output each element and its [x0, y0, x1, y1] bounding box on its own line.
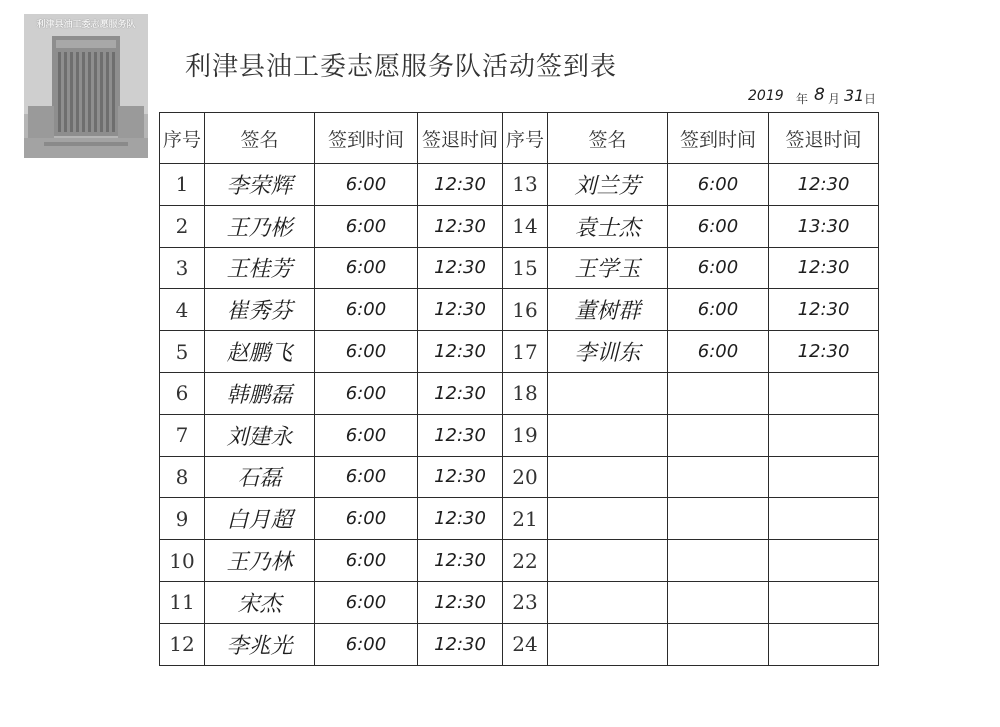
signature-cell-text: 李荣辉: [226, 173, 293, 199]
sign-in-time-cell: [668, 205, 769, 247]
sign-in-time-cell-text: 6:00: [345, 633, 387, 655]
sign-in-time-cell: [315, 581, 418, 623]
sign-out-time-cell: [418, 372, 503, 414]
sign-in-time-cell: [668, 247, 769, 289]
row-number: 18: [503, 372, 548, 414]
row-number: 12: [160, 623, 205, 665]
sign-in-time-cell: [315, 414, 418, 456]
signature-cell: [548, 372, 668, 414]
sign-out-time-cell: [418, 205, 503, 247]
table-row: [160, 414, 879, 456]
sign-out-time-cell: [418, 581, 503, 623]
signature-cell-text: 李兆光: [226, 633, 293, 659]
table-row: [160, 164, 879, 206]
sign-in-time-cell-text: 6:00: [697, 299, 739, 321]
sign-in-time-cell: [668, 456, 769, 498]
sign-in-time-cell-text: 6:00: [345, 173, 387, 195]
signature-cell: [205, 164, 315, 206]
row-number: 14: [503, 205, 548, 247]
signature-cell: [548, 581, 668, 623]
sign-in-table: [159, 112, 879, 666]
signature-cell: [548, 247, 668, 289]
sign-out-time-cell: [769, 498, 879, 540]
signature-cell-text: 王乃彬: [226, 215, 293, 241]
table-row: [160, 540, 879, 582]
date-month-unit: 月: [828, 92, 841, 106]
sign-out-time-cell: [418, 456, 503, 498]
sign-in-time-cell: [315, 205, 418, 247]
signature-cell: [548, 498, 668, 540]
photo-caption: 利津县油工委志愿服务队: [36, 20, 136, 30]
signature-cell-text: 袁士杰: [574, 215, 641, 241]
row-number: 4: [160, 289, 205, 331]
signature-cell: [548, 623, 668, 665]
row-number: 6: [160, 372, 205, 414]
sign-out-time-cell-text: 12:30: [434, 173, 486, 195]
sign-out-time-cell: [769, 581, 879, 623]
signature-cell-text: 赵鹏飞: [226, 341, 293, 367]
sign-in-time-cell-text: 6:00: [345, 424, 387, 446]
sign-in-time-cell-text: 6:00: [345, 550, 387, 572]
row-number: 20: [503, 456, 548, 498]
table-row: [160, 623, 879, 665]
table-row: [160, 331, 879, 373]
sign-in-time-cell-text: 6:00: [345, 299, 387, 321]
sign-in-time-cell: [315, 164, 418, 206]
signature-cell: [548, 331, 668, 373]
sign-out-time-cell: [769, 205, 879, 247]
signature-cell-text: 刘兰芳: [574, 173, 641, 199]
sign-out-time-cell: [769, 414, 879, 456]
table-row: [160, 498, 879, 540]
sign-in-time-cell: [315, 289, 418, 331]
signature-cell: [205, 331, 315, 373]
sign-out-time-cell-text: 12:30: [434, 633, 486, 655]
sign-in-time-cell: [315, 623, 418, 665]
date-day-unit: 日: [864, 92, 877, 106]
signature-cell: [548, 289, 668, 331]
signature-cell: [205, 414, 315, 456]
header-sign-in-time: 签到时间: [315, 113, 418, 164]
sign-out-time-cell-text: 12:30: [434, 257, 486, 279]
sign-out-time-cell: [418, 331, 503, 373]
sign-in-time-cell-text: 6:00: [345, 257, 387, 279]
sign-in-time-cell: [315, 498, 418, 540]
sign-out-time-cell-text: 12:30: [434, 215, 486, 237]
row-number: 19: [503, 414, 548, 456]
sign-out-time-cell-text: 12:30: [434, 341, 486, 363]
sign-out-time-cell: [418, 623, 503, 665]
sign-in-time-cell: [315, 247, 418, 289]
row-number: 1: [160, 164, 205, 206]
sign-out-time-cell-text: 12:30: [434, 550, 486, 572]
sign-out-time-cell-text: 12:30: [434, 382, 486, 404]
sign-out-time-cell-text: 12:30: [797, 299, 850, 321]
signature-cell-text: 董树群: [574, 299, 641, 325]
row-number: 10: [160, 540, 205, 582]
sign-out-time-cell-text: 12:30: [797, 257, 850, 279]
signature-cell: [548, 540, 668, 582]
signature-cell: [548, 164, 668, 206]
sign-in-time-cell-text: 6:00: [697, 257, 739, 279]
signature-cell: [548, 414, 668, 456]
sign-out-time-cell-text: 12:30: [434, 299, 486, 321]
table-row: [160, 581, 879, 623]
sign-in-time-cell: [315, 540, 418, 582]
sign-out-time-cell-text: 12:30: [434, 508, 486, 530]
signature-cell-text: 石磊: [237, 466, 282, 492]
page-title: 利津县油工委志愿服务队活动签到表: [185, 52, 618, 82]
sign-in-time-cell: [315, 331, 418, 373]
sign-in-time-cell-text: 6:00: [345, 215, 387, 237]
sign-out-time-cell-text: 12:30: [434, 424, 486, 446]
sign-out-time-cell: [769, 331, 879, 373]
sign-out-time-cell: [769, 164, 879, 206]
sign-out-time-cell: [418, 247, 503, 289]
signature-cell: [205, 205, 315, 247]
sign-in-time-cell-text: 6:00: [697, 173, 739, 195]
signature-cell: [205, 247, 315, 289]
row-number: 23: [503, 581, 548, 623]
building-icon: [24, 14, 148, 158]
row-number: 15: [503, 247, 548, 289]
sign-in-time-cell-text: 6:00: [345, 508, 387, 530]
signature-cell-text: 王乃林: [226, 550, 293, 576]
signature-cell-text: 刘建永: [226, 424, 293, 450]
sign-in-time-cell-text: 6:00: [345, 466, 387, 488]
row-number: 16: [503, 289, 548, 331]
sign-in-time-cell: [668, 289, 769, 331]
row-number: 8: [160, 456, 205, 498]
signature-cell-text: 李训东: [574, 341, 641, 367]
table-row: [160, 247, 879, 289]
signature-cell: [205, 581, 315, 623]
table-row: [160, 372, 879, 414]
signature-cell: [205, 456, 315, 498]
sign-in-time-cell-text: 6:00: [345, 341, 387, 363]
row-number: 11: [160, 581, 205, 623]
row-number: 3: [160, 247, 205, 289]
date-day: 31: [844, 86, 865, 105]
signature-cell-text: 白月超: [226, 508, 293, 534]
sign-in-time-cell: [668, 540, 769, 582]
header-sign-in-time: 签到时间: [668, 113, 769, 164]
signature-cell: [205, 498, 315, 540]
signature-cell: [205, 289, 315, 331]
sign-out-time-cell-text: 12:30: [434, 466, 486, 488]
date-month: 8: [814, 85, 825, 105]
sign-in-time-cell: [668, 164, 769, 206]
signature-cell-text: 王学玉: [574, 257, 641, 283]
signature-cell-text: 王桂芳: [226, 257, 293, 283]
table-row: [160, 205, 879, 247]
table-row: [160, 456, 879, 498]
header-seq: 序号: [503, 113, 548, 164]
header-seq: 序号: [160, 113, 205, 164]
row-number: 21: [503, 498, 548, 540]
row-number: 13: [503, 164, 548, 206]
signature-cell: [548, 205, 668, 247]
signature-cell-text: 宋杰: [237, 591, 282, 617]
signature-cell-text: 崔秀芬: [226, 299, 293, 325]
sign-out-time-cell: [418, 414, 503, 456]
sign-out-time-cell: [769, 289, 879, 331]
sign-out-time-cell: [418, 289, 503, 331]
sign-in-time-cell: [668, 372, 769, 414]
header-sign-out-time: 签退时间: [418, 113, 503, 164]
sign-out-time-cell: [769, 623, 879, 665]
sign-out-time-cell-text: 13:30: [797, 215, 850, 237]
sign-in-time-cell-text: 6:00: [345, 382, 387, 404]
sign-in-time-cell-text: 6:00: [697, 215, 739, 237]
sign-out-time-cell: [418, 164, 503, 206]
row-number: 5: [160, 331, 205, 373]
sign-out-time-cell: [418, 498, 503, 540]
sign-in-time-cell: [315, 372, 418, 414]
date-year: 2019: [748, 88, 784, 104]
row-number: 22: [503, 540, 548, 582]
signature-cell-text: 韩鹏磊: [226, 382, 293, 408]
header-sign-out-time: 签退时间: [769, 113, 879, 164]
sign-in-time-cell: [668, 331, 769, 373]
sign-date: [748, 85, 888, 112]
sign-out-time-cell-text: 12:30: [797, 173, 850, 195]
table-row: [160, 289, 879, 331]
sign-in-time-cell: [668, 623, 769, 665]
sign-out-time-cell-text: 12:30: [797, 341, 850, 363]
header-signature: 签名: [548, 113, 668, 164]
row-number: 9: [160, 498, 205, 540]
sign-out-time-cell: [769, 247, 879, 289]
date-year-unit: 年: [796, 92, 809, 106]
sign-out-time-cell-text: 12:30: [434, 591, 486, 613]
row-number: 2: [160, 205, 205, 247]
sign-in-time-cell: [668, 414, 769, 456]
sign-in-time-cell-text: 6:00: [697, 341, 739, 363]
row-number: 7: [160, 414, 205, 456]
signature-cell: [205, 623, 315, 665]
header-signature: 签名: [205, 113, 315, 164]
table-header-row: [160, 113, 879, 164]
signature-cell: [205, 540, 315, 582]
building-photo: [24, 14, 148, 158]
sign-in-time-cell-text: 6:00: [345, 591, 387, 613]
sign-in-time-cell: [315, 456, 418, 498]
row-number: 24: [503, 623, 548, 665]
row-number: 17: [503, 331, 548, 373]
sign-out-time-cell: [418, 540, 503, 582]
sign-out-time-cell: [769, 540, 879, 582]
sign-in-time-cell: [668, 581, 769, 623]
signature-cell: [205, 372, 315, 414]
signature-cell: [548, 456, 668, 498]
sign-out-time-cell: [769, 372, 879, 414]
sign-in-time-cell: [668, 498, 769, 540]
sign-out-time-cell: [769, 456, 879, 498]
